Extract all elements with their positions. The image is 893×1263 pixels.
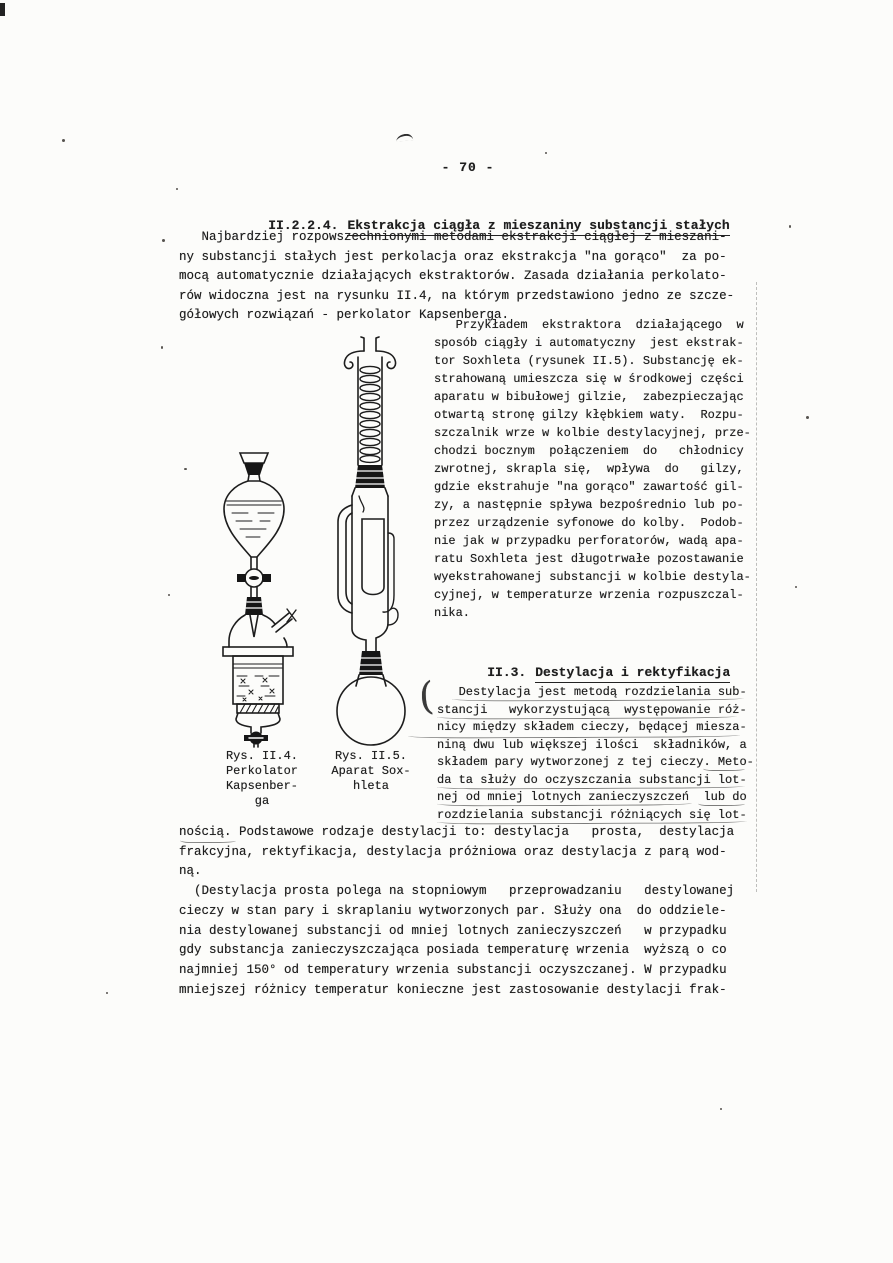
pen-squiggle-mark [396, 133, 414, 141]
scan-speck [162, 239, 165, 242]
handwritten-parenthesis: ( [417, 673, 436, 719]
pencil-underline [180, 838, 236, 843]
text-line: Kapsenber- [225, 779, 298, 793]
scan-speck [184, 468, 187, 470]
text-line: frakcyjna, rektyfikacja, destylacja próżniowa oraz destylacja z parą wod- [179, 844, 727, 859]
scan-speck [789, 225, 791, 228]
text-line: ną. [179, 864, 202, 879]
text-line: stancji wykorzystującą występowanie róż- [437, 702, 747, 717]
scan-speck [806, 416, 809, 419]
text-line: szczalnik wrze w kolbie destylacyjnej, prze- [434, 426, 751, 440]
text-line: aparatu w bibułowej gilzie, zabezpieczając [434, 390, 744, 404]
scan-edge-artifact [0, 3, 5, 16]
text-line: Destylacja jest metodą rozdzielania sub- [437, 685, 747, 699]
scan-speck [168, 594, 170, 596]
text-line: gdy substancja zanieczyszczająca posiada temperaturę wrzenia wyższą o co [179, 943, 727, 958]
text-line: zwrotnej, skrapla się, wpływa do gilzy, [434, 462, 744, 476]
perkolator-drawing [204, 450, 310, 748]
pencil-underline [703, 766, 745, 771]
text-line: nej od mniej lotnych zanieczyszczeń lub do [437, 790, 747, 804]
text-line: wyekstrahowanej substancji w kolbie destyla- [434, 570, 751, 584]
text-line: Rys. II.5. [334, 749, 407, 763]
text-line: zy, a następnie spływa bezpośrednio lub po- [434, 498, 744, 512]
figure-caption-rys-II-4 [207, 749, 317, 809]
figure-aparat-soxhleta [312, 333, 436, 752]
scan-speck [545, 152, 547, 154]
text-line: nie jak w przypadku perforatorów, wadą apa- [434, 534, 744, 548]
scan-speck [161, 346, 163, 349]
text-line: chodzi bocznym połączeniem do chłodnicy [434, 444, 744, 458]
text-line: nością. Podstawowe rodzaje destylacji to: destylacja prosta, destylacja [179, 825, 735, 839]
text-line: strahowaną umieszcza się w środkowej części [434, 372, 744, 386]
text-line: nika. [434, 606, 471, 620]
text-line: ratu Soxhleta jest długotrwałe pozostawanie [434, 552, 744, 566]
text-line: sposób ciągły i automatyczny jest ekstrak- [434, 336, 744, 350]
text-line: składem pary wytworzonej z tej cieczy. Meto- [437, 755, 754, 769]
text-line: cieczy w stan pary i skraplaniu wytworzonych par. Służy ona do oddziele- [179, 903, 727, 918]
text-line: tor Soxhleta (rysunek II.5). Substancję ek- [434, 354, 744, 368]
text-line: przez urządzenie syfonowe do kolby. Podob- [434, 516, 744, 530]
figure-perkolator-kapsenberga [204, 450, 310, 753]
text-line: gdzie ekstrahuje "na gorąco" zawartość gil- [434, 480, 744, 494]
text-line: gółowych rozwiązań - perkolator Kapsenberga. [179, 308, 510, 323]
text-line: Najbardziej rozpowszechnionymi metodami ekstrakcji ciągłej z mieszani- [179, 230, 727, 244]
section-number: II.3. [487, 665, 527, 680]
pencil-underline [698, 801, 745, 806]
margin-dashed-line [756, 282, 757, 892]
text-line: nicy między składem cieczy, będącej miesza- [437, 720, 747, 734]
scan-speck [62, 139, 65, 142]
text-line: nia destylowanej substancji od mniej lotnych zanieczyszczeń w przypadku [179, 923, 727, 938]
text-line: cyjnej, w temperaturze wrzenia rozpuszczal- [434, 588, 744, 602]
page-number: - 70 - [441, 160, 495, 175]
text-line: (Destylacja prosta polega na stopniowym przeprowadzaniu destylowanej [179, 884, 735, 899]
text-line: rozdzielania substancji różniących się lot- [437, 807, 747, 822]
scan-speck [176, 188, 178, 190]
text-line: mocą automatycznie działających ekstraktorów. Zasada działania perkolato- [179, 269, 727, 284]
text-line: hleta [352, 779, 389, 793]
text-line: ga [254, 794, 270, 808]
text-line: Rys. II.4. [225, 749, 298, 763]
text-line: da ta służy do oczyszczania substancji lot- [437, 772, 747, 787]
section-title: Ekstrakcja ciągła z mieszaniny substancji stałych [347, 218, 729, 236]
text-line: najmniej 150° od temperatury wrzenia substancji oczyszczanej. W przypadku [179, 962, 727, 977]
closing-paragraphs [179, 823, 759, 1000]
scan-speck [795, 586, 797, 588]
text-line: Aparat Sox- [331, 764, 411, 778]
text-line: Perkolator [225, 764, 298, 778]
scan-speck [106, 992, 108, 994]
scan-speck [720, 1108, 722, 1110]
text-line: rów widoczna jest na rysunku II.4, na którym przedstawiono jedno ze szcze- [179, 288, 735, 303]
figure-caption-rys-II-5 [316, 749, 426, 794]
section-title: Destylacja i rektyfikacja [535, 665, 730, 683]
column-soxhlet-description [434, 316, 749, 622]
text-line: ny substancji stałych jest perkolacja oraz ekstrakcja "na gorąco" za po- [179, 249, 727, 264]
text-line: otwartą stronę gilzy kłębkiem waty. Rozpu- [434, 408, 744, 422]
text-line: niną dwu lub większej ilości składników, a [437, 737, 747, 752]
intro-paragraph [179, 228, 754, 326]
text-line: Przykładem ekstraktora działającego w [434, 318, 744, 332]
section-number: II.2.2.4. [268, 218, 339, 233]
text-line: mniejszej różnicy temperatur konieczne jest zastosowanie destylacji frak- [179, 982, 727, 997]
